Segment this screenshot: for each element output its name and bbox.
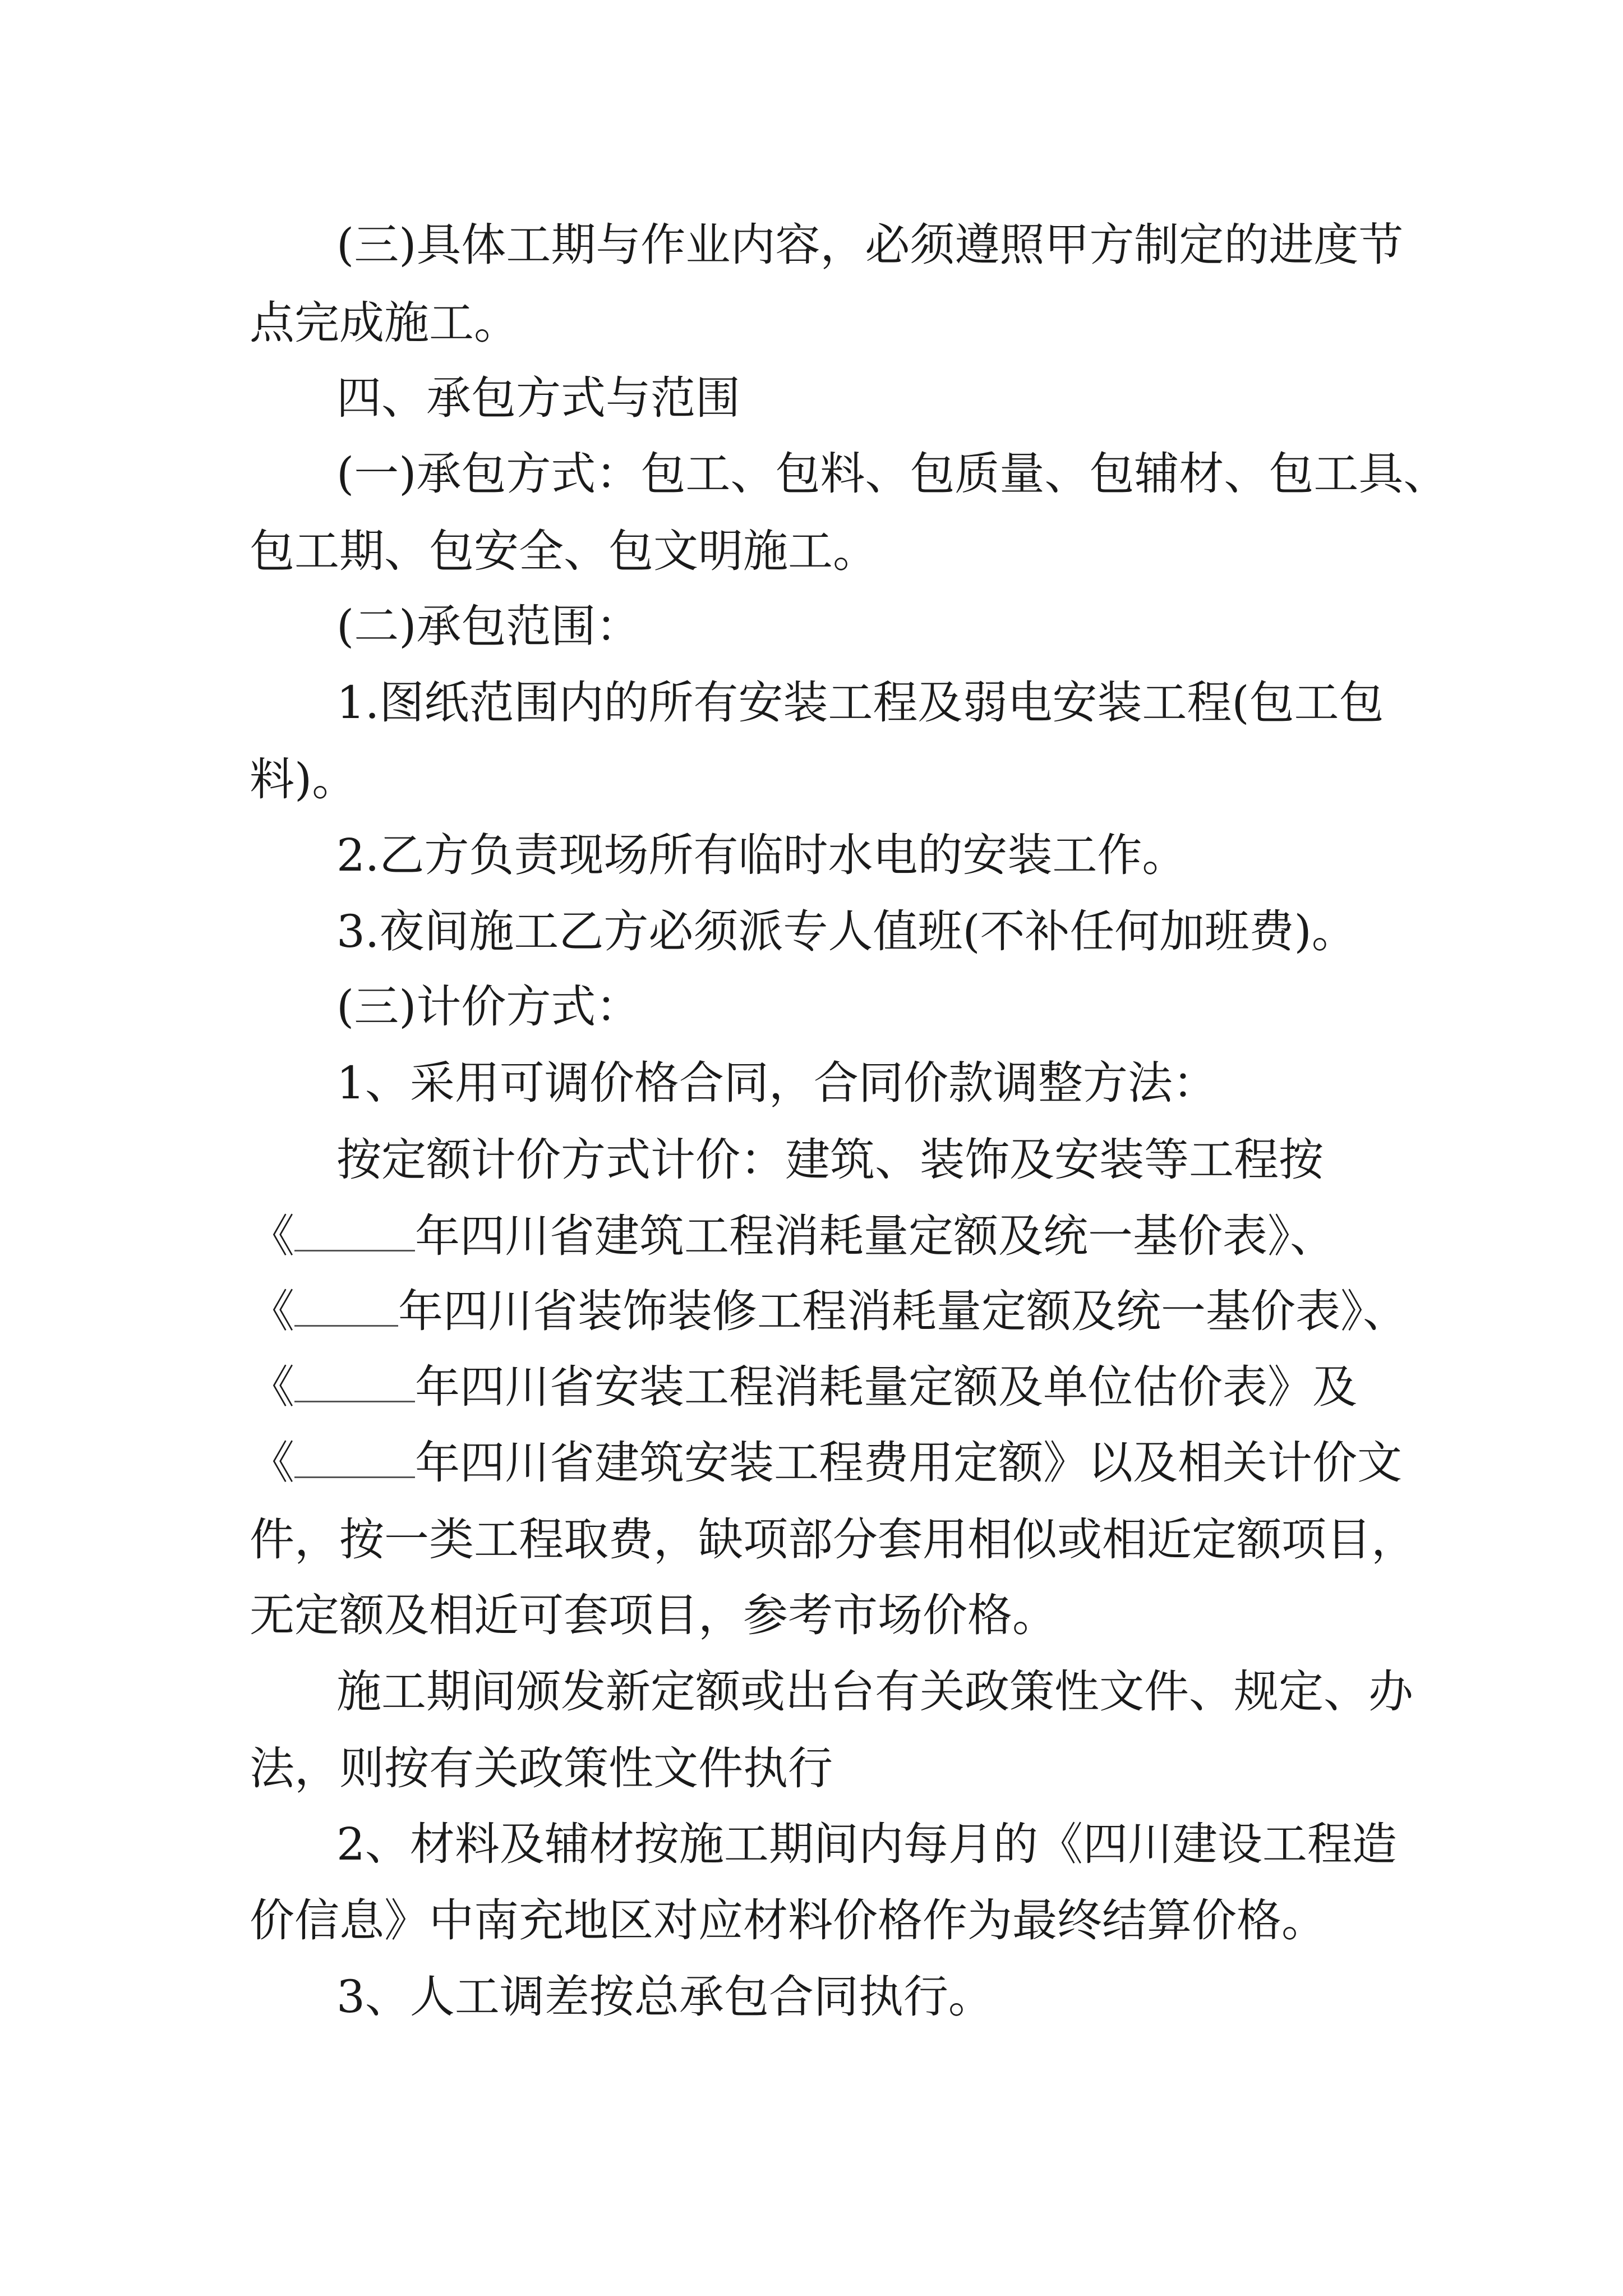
fill-in-blank	[294, 1361, 415, 1402]
subsection-heading: (三)计价方式：	[336, 981, 641, 1033]
fill-in-blank	[294, 1286, 398, 1327]
blank-fill-line	[250, 1283, 1408, 1340]
blank-fill-line	[250, 1208, 1335, 1264]
paragraph-line: 施工期间颁发新定额或出台有关政策性文件、规定、办	[336, 1665, 1413, 1718]
paragraph-line: (三)具体工期与作业内容，必须遵照甲方制定的进度节	[336, 219, 1404, 271]
paragraph-line: 2.乙方负责现场所有临时水电的安装工作。	[336, 829, 1187, 881]
paragraph-line: 3、人工调差按总承包合同执行。	[336, 1971, 993, 2023]
paragraph-line: 件，按一类工程取费，缺项部分套用相似或相近定额项目，	[250, 1513, 1416, 1566]
line-text: 年四川省安装工程消耗量定额及单位估价表》及	[415, 1361, 1357, 1413]
line-text: 年四川省装饰装修工程消耗量定额及统一基价表》、	[398, 1285, 1408, 1337]
blank-fill-line	[250, 1435, 1402, 1491]
paragraph-line: 料)。	[250, 753, 357, 806]
paragraph-line: 无定额及相近可套项目，参考市场价格。	[250, 1589, 1057, 1641]
open-quote: 《	[250, 1285, 294, 1337]
fill-in-blank	[294, 1211, 415, 1251]
paragraph-line: 1.图纸范围内的所有安装工程及弱电安装工程(包工包	[336, 677, 1384, 729]
fill-in-blank	[294, 1437, 415, 1478]
line-text: 年四川省建筑工程消耗量定额及统一基价表》、	[415, 1210, 1335, 1262]
blank-fill-line	[250, 1359, 1357, 1415]
subsection-heading: (二)承包范围：	[336, 600, 641, 652]
paragraph-line: 点完成施工。	[250, 297, 519, 349]
paragraph-line: (一)承包方式：包工、包料、包质量、包辅材、包工具、	[336, 448, 1449, 500]
line-text: 年四川省建筑安装工程费用定额》以及相关计价文	[415, 1437, 1402, 1489]
section-heading: 四、承包方式与范围	[336, 372, 740, 424]
paragraph-line: 按定额计价方式计价：建筑、装饰及安装等工程按	[336, 1134, 1324, 1186]
open-quote: 《	[250, 1361, 294, 1413]
paragraph-line: 2、材料及辅材按施工期间内每月的《四川建设工程造	[336, 1818, 1397, 1870]
paragraph-line: 价信息》中南充地区对应材料价格作为最终结算价格。	[250, 1894, 1326, 1947]
paragraph-line: 1、采用可调价格合同，合同价款调整方法：	[336, 1057, 1218, 1109]
open-quote: 《	[250, 1437, 294, 1489]
paragraph-line: 包工期、包安全、包文明施工。	[250, 525, 878, 577]
paragraph-line: 法，则按有关政策性文件执行	[250, 1742, 833, 1795]
paragraph-line: 3.夜间施工乙方必须派专人值班(不补任何加班费)。	[336, 905, 1357, 958]
open-quote: 《	[250, 1210, 294, 1262]
